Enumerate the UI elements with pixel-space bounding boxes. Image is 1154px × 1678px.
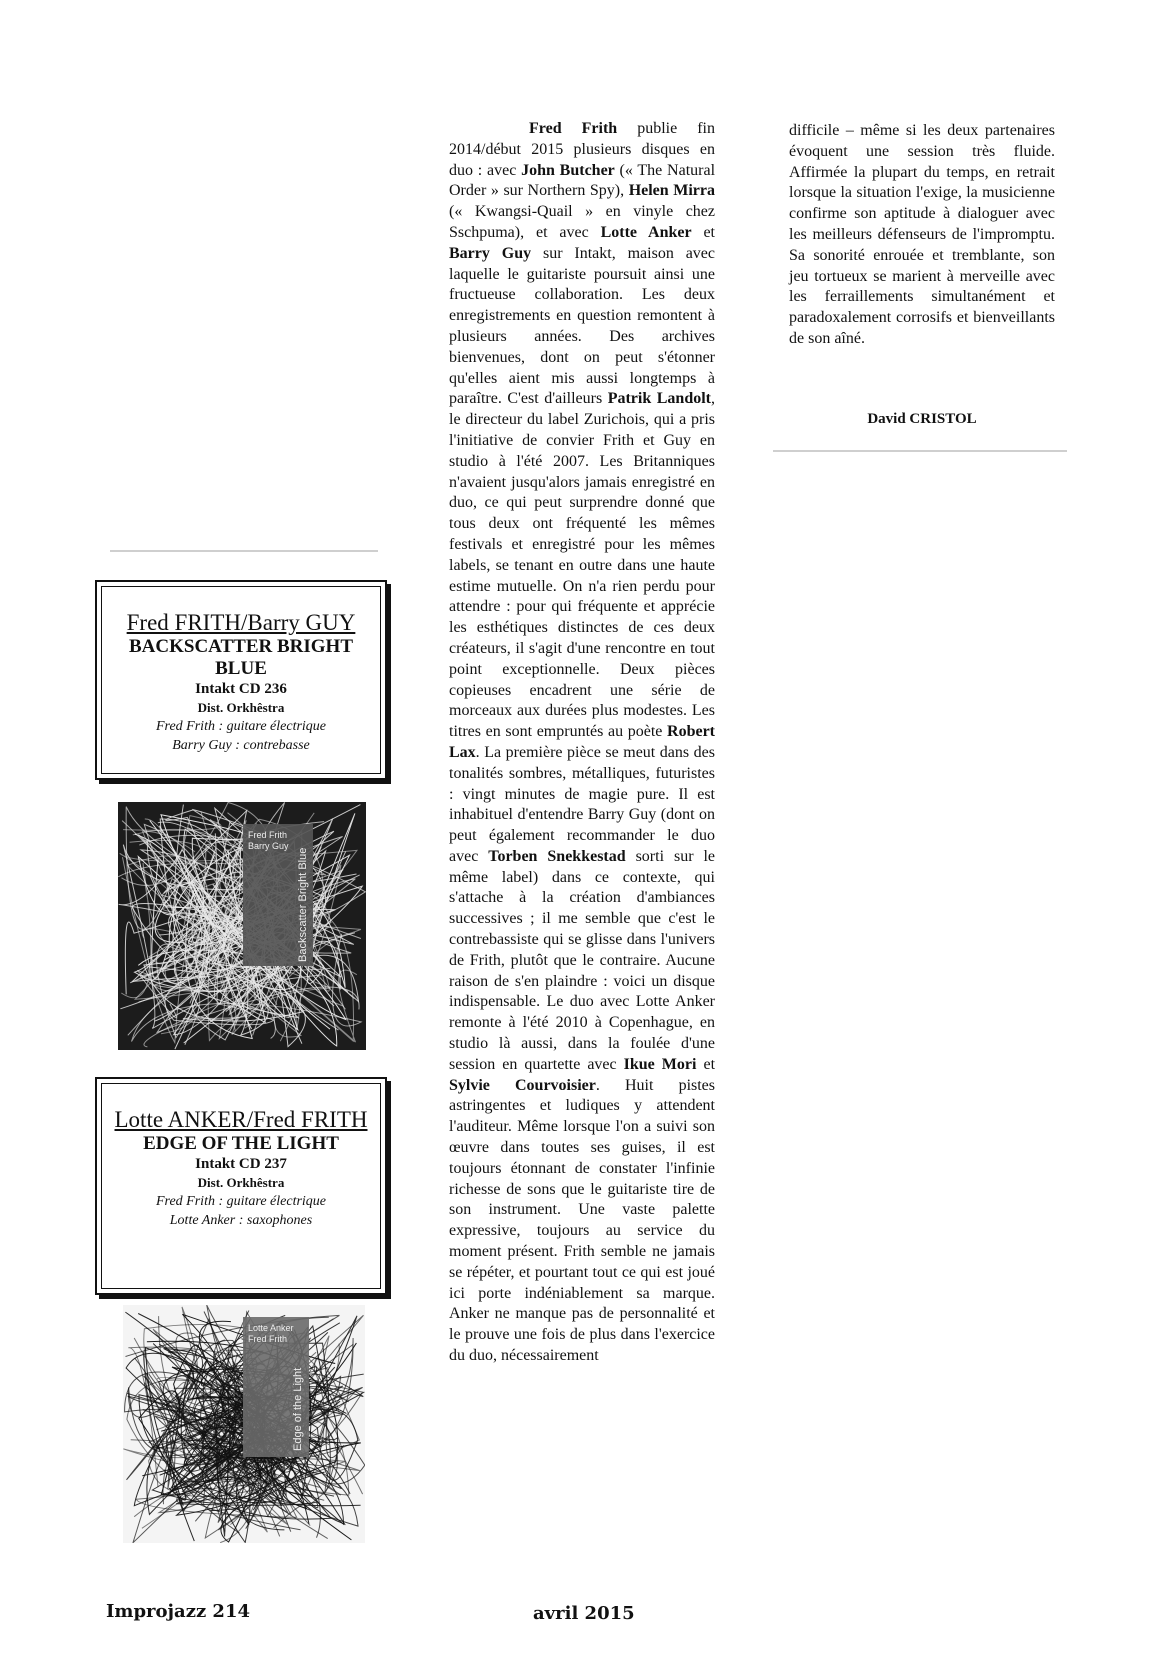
- record-title: BACKSCATTER BRIGHT BLUE: [128, 636, 353, 679]
- footer-magazine: Improjazz 214: [106, 1601, 250, 1622]
- record-distributor: Dist. Orkhêstra: [197, 1175, 285, 1190]
- cover-artist-2: Fred Frith: [248, 1334, 288, 1344]
- cover-artwork: [123, 1305, 365, 1543]
- record-musician: Barry Guy : contrebasse: [172, 738, 310, 753]
- record-artists: Lotte ANKER/Fred FRITH: [114, 1107, 368, 1132]
- right-divider: [773, 450, 1067, 452]
- record-artists: Fred FRITH/Barry GUY: [126, 610, 356, 635]
- album-cover-backscatter: [118, 802, 366, 1050]
- record-distributor: Dist. Orkhêstra: [197, 700, 285, 715]
- record-musician: Fred Frith : guitare électrique: [155, 1194, 327, 1209]
- record-label: Intakt CD 237: [195, 1156, 287, 1172]
- footer-date: avril 2015: [533, 1603, 635, 1624]
- cover-artwork: [118, 802, 366, 1050]
- record-musician: Fred Frith : guitare électrique: [155, 719, 327, 734]
- article-column-2: [789, 121, 1055, 350]
- record-info-box-2: [95, 1077, 387, 1295]
- record-info-box-1: [95, 580, 387, 780]
- article-body-part-1: Fred Frith publie fin 2014/début 2015 plusieurs disques en duo : avec John Butcher (« The Natural Order » sur Northern Spy), Helen Mirra (« Kwangsi-Quail » en vinyle chez Sschpuma), et avec Lotte Anker et Barry Guy sur Intakt, maison avec laquelle le guitariste poursuit ainsi une fructueuse collaboration. Les deux enregistrements en question remontent à plusieurs années. Des archives bienvenues, dont on peut s'étonner qu'elles aient mis aussi longtemps à paraître. C'est d'ailleurs Patrik Landolt, le directeur du label Zurichois, qui a pris l'initiative de convier Frith et Guy en studio à l'été 2007. Les Britanniques n'avaient jusqu'alors jamais enregistré en duo, ce qui peut surprendre donné que tous deux ont fréquenté les mêmes festivals et enregistré pour les mêmes labels, se tenant en outre dans une haute estime mutuelle. On n'a rien perdu pour attendre : pour qui fréquente et apprécie les esthétiques distinctes de ces deux créateurs, il s'agit d'une rencontre en tout point exceptionnelle. Deux pièces copieuses encadrent une série de morceaux aux durées plus modestes. Les titres en sont empruntés au poète Robert Lax. La première pièce se meut dans des tonalités sombres, métalliques, futuristes : vingt minutes de magie pure. Il est inhabituel d'entendre Barry Guy (dont on peut également recommander le duo avec Torben Snekkestad sorti sur le même label) dans ce contexte, qui s'attache à la création d'ambiances successives ; il me semble que c'est le contrebassiste qui se glisse dans l'univers de Frith, plutôt que le contraire. Aucune raison de s'en plaindre : voici un disque indispensable. Le duo avec Lotte Anker remonte à l'été 2010 à Copenhague, en studio là aussi, dans la foulée d'une session en quartette avec Ikue Mori et Sylvie Courvoisier. Huit pistes astringentes et ludiques y attendent l'auditeur. Même lorsque l'on a suivi son œuvre dans toutes ses guises, il est toujours étonnant de constater l'infinie richesse de sons que le guitariste tire de son instrument. Une vaste palette expressive, toujours au service du moment présent. Frith semble ne jamais se répéter, et pourtant tout ce qui est joué ici porte indéniablement sa marque. Anker ne manque pas de personnalité et le prouve une fois de plus dans l'exercice du duo, nécessairement: [449, 120, 716, 1365]
- cover-artist-2: Barry Guy: [248, 841, 289, 851]
- cover-artist-1: Lotte Anker: [248, 1323, 294, 1333]
- record-title: EDGE OF THE LIGHT: [143, 1133, 339, 1154]
- article-body-part-2: difficile – même si les deux partenaires évoquent une session très fluide. Affirmée la plupart du temps, en retrait lorsque la situation l'exige, la musicienne confirme son aptitude à dialoguer avec les meilleurs défenseurs de l'impromptu. Sa sonorité enrouée et tremblante, son jeu tortueux se marient à merveille avec les ferraillements simultanément et paradoxalement corrosifs et bienveillants de son aîné.: [789, 122, 1055, 347]
- author-signature: David CRISTOL: [867, 411, 977, 427]
- album-cover-edge-of-the-light: [123, 1305, 365, 1543]
- cover-artist-1: Fred Frith: [248, 830, 288, 840]
- article-column-1: [449, 119, 715, 1367]
- left-divider: [110, 550, 378, 552]
- cover-album-title: Edge of the Light: [292, 1367, 304, 1451]
- cover-album-title: Backscatter Bright Blue: [297, 847, 309, 962]
- record-musician: Lotte Anker : saxophones: [169, 1213, 313, 1228]
- record-label: Intakt CD 236: [195, 681, 287, 697]
